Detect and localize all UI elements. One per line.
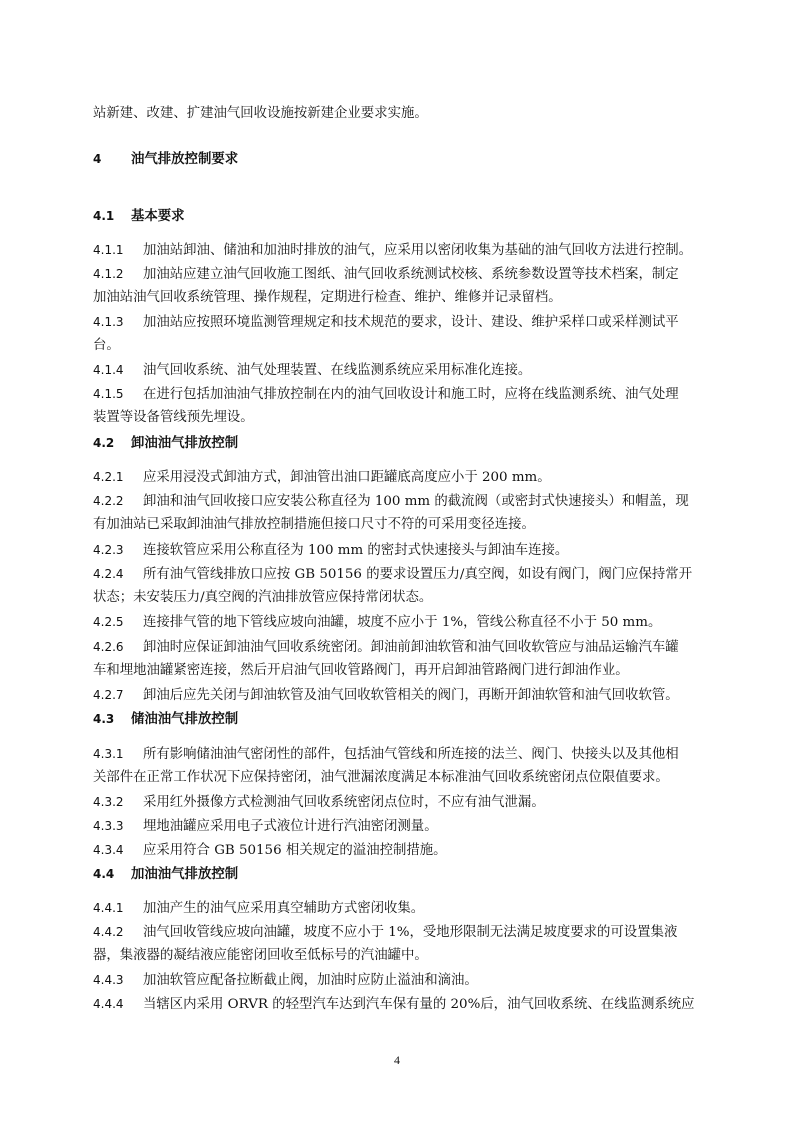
clause-text: 埋地油罐应采用电子式液位计进行汽油密闭测量。 — [143, 819, 438, 834]
clause-text: 在进行包括加油油气排放控制在内的油气回收设计和施工时，应将在线监测系统、油气处理 — [143, 387, 679, 402]
paragraph-line — [93, 264, 705, 285]
clause-number: 4.2.7 — [93, 688, 124, 702]
paragraph-line — [93, 922, 705, 943]
paragraph-line — [93, 661, 705, 681]
clause-number: 4.4 — [93, 867, 115, 881]
clause-text: 连接排气管的地下管线应坡向油罐，坡度不应小于 1%，管线公称直径不小于 50 mm。 — [143, 615, 662, 630]
clause-text: 油气回收管线应坡向油罐，坡度不应小于 1%，受地形限制无法满足坡度要求的可设置集液 — [143, 925, 678, 940]
clause-text: 加油站卸油、储油和加油时排放的油气，应采用以密闭收集为基础的油气回收方法进行控制。 — [143, 243, 693, 258]
clause-text: 关部件在正常工作状况下应保持密闭，油气泄漏浓度满足本标准油气回收系统密闭点位限值要求。 — [93, 770, 669, 785]
clause-text: 油气回收系统、油气处理装置、在线监测系统应采用标准化连接。 — [143, 363, 532, 378]
section-heading — [93, 433, 705, 454]
paragraph-line — [93, 898, 705, 919]
paragraph-line — [93, 408, 705, 428]
clause-text: 卸油油气排放控制 — [131, 436, 239, 451]
clause-text: 加油站应按照环境监测管理规定和技术规范的要求，设计、建设、维护采样口或采样测试平 — [143, 315, 679, 330]
paragraph-line — [93, 491, 705, 512]
paragraph-line — [93, 612, 705, 633]
clause-number: 4.3.3 — [93, 819, 124, 833]
clause-number: 4.4.3 — [93, 973, 124, 987]
paragraph-line — [93, 467, 705, 488]
clause-text: 卸油和油气回收接口应安装公称直径为 100 mm 的截流阀（或密封式快速接头）和帽盖，现 — [143, 494, 689, 509]
clause-number: 4.3.1 — [93, 747, 124, 761]
clause-number: 4.1.5 — [93, 387, 124, 401]
clause-text: 站新建、改建、扩建油气回收设施按新建企业要求实施。 — [93, 106, 428, 121]
paragraph-line — [93, 104, 705, 124]
clause-text: 加油软管应配备拉断截止阀，加油时应防止溢油和滴油。 — [143, 973, 478, 988]
clause-number: 4.4.1 — [93, 901, 124, 915]
clause-number: 4.1.4 — [93, 363, 124, 377]
clause-text: 应采用浸没式卸油方式，卸油管出油口距罐底高度应小于 200 mm。 — [143, 470, 551, 485]
clause-text: 卸油时应保证卸油油气回收系统密闭。卸油前卸油软管和油气回收软管应与油品运输汽车罐 — [143, 640, 679, 655]
clause-text: 基本要求 — [131, 209, 185, 224]
clause-text: 加油油气排放控制 — [131, 867, 239, 882]
section-heading — [93, 709, 705, 730]
clause-number: 4.3.4 — [93, 843, 124, 857]
clause-text: 状态；未安装压力/真空阀的汽油排放管应保持常闭状态。 — [93, 590, 433, 605]
clause-text: 当辖区内采用 ORVR 的轻型汽车达到汽车保有量的 20%后，油气回收系统、在线监测系统应 — [143, 997, 695, 1012]
section-heading — [93, 206, 705, 227]
paragraph-line — [93, 564, 705, 585]
clause-text: 加油站油气回收系统管理、操作规程，定期进行检查、维护、维修并记录留档。 — [93, 290, 562, 305]
clause-text: 加油产生的油气应采用真空辅助方式密闭收集。 — [143, 901, 425, 916]
paragraph-line — [93, 540, 705, 561]
clause-text: 台。 — [93, 338, 120, 353]
clause-text: 油气排放控制要求 — [131, 152, 239, 167]
clause-number: 4.2.4 — [93, 567, 124, 581]
paragraph-line — [93, 840, 705, 861]
clause-number: 4.2.1 — [93, 470, 124, 484]
clause-number: 4.3 — [93, 712, 115, 726]
paragraph-line — [93, 288, 705, 308]
clause-number: 4.2.3 — [93, 543, 124, 557]
clause-number: 4.1.3 — [93, 315, 124, 329]
clause-text: 应采用符合 GB 50156 相关规定的溢油控制措施。 — [143, 843, 447, 858]
clause-number: 4.3.2 — [93, 795, 124, 809]
paragraph-line — [93, 312, 705, 333]
clause-number: 4.1.2 — [93, 267, 124, 281]
paragraph-line — [93, 588, 705, 608]
clause-text: 装置等设备管线预先埋设。 — [93, 410, 254, 425]
clause-number: 4 — [93, 152, 102, 166]
clause-text: 所有影响储油油气密闭性的部件，包括油气管线和所连接的法兰、阀门、快接头以及其他相 — [143, 747, 679, 762]
clause-number: 4.2 — [93, 436, 115, 450]
clause-number: 4.1 — [93, 209, 115, 223]
clause-text: 加油站应建立油气回收施工图纸、油气回收系统测试校核、系统参数设置等技术档案，制定 — [143, 267, 679, 282]
clause-number: 4.4.4 — [93, 997, 124, 1011]
clause-number: 4.1.1 — [93, 243, 124, 257]
clause-number: 4.2.6 — [93, 640, 124, 654]
section-heading — [93, 864, 705, 885]
paragraph-line — [93, 336, 705, 356]
paragraph-line — [93, 994, 705, 1015]
page-number: 4 — [394, 1053, 400, 1067]
paragraph-line — [93, 515, 705, 535]
paragraph-line — [93, 360, 705, 381]
clause-text: 器，集液器的凝结液应能密闭回收至低标号的汽油罐中。 — [93, 948, 428, 963]
clause-text: 车和埋地油罐紧密连接，然后开启油气回收管路阀门，再开启卸油管路阀门进行卸油作业。 — [93, 663, 629, 678]
clause-text: 所有油气管线排放口应按 GB 50156 的要求设置压力/真空阀，如设有阀门，阀门应保持常开 — [143, 567, 693, 582]
clause-number: 4.2.5 — [93, 615, 124, 629]
paragraph-line — [93, 744, 705, 765]
paragraph-line — [93, 637, 705, 658]
clause-text: 有加油站已采取卸油油气排放控制措施但接口尺寸不符的可采用变径连接。 — [93, 517, 535, 532]
clause-text: 采用红外摄像方式检测油气回收系统密闭点位时，不应有油气泄漏。 — [143, 795, 545, 810]
paragraph-line — [93, 816, 705, 837]
clause-number: 4.2.2 — [93, 494, 124, 508]
paragraph-line — [93, 768, 705, 788]
paragraph-line — [93, 792, 705, 813]
paragraph-line — [93, 384, 705, 405]
paragraph-line — [93, 240, 705, 261]
clause-text: 卸油后应先关闭与卸油软管及油气回收软管相关的阀门，再断开卸油软管和油气回收软管。 — [143, 688, 679, 703]
clause-text: 连接软管应采用公称直径为 100 mm 的密封式快速接头与卸油车连接。 — [143, 543, 569, 558]
paragraph-line — [93, 946, 705, 966]
clause-text: 储油油气排放控制 — [131, 712, 239, 727]
clause-number: 4.4.2 — [93, 925, 124, 939]
paragraph-line — [93, 970, 705, 991]
section-heading — [93, 149, 705, 170]
paragraph-line — [93, 685, 705, 706]
